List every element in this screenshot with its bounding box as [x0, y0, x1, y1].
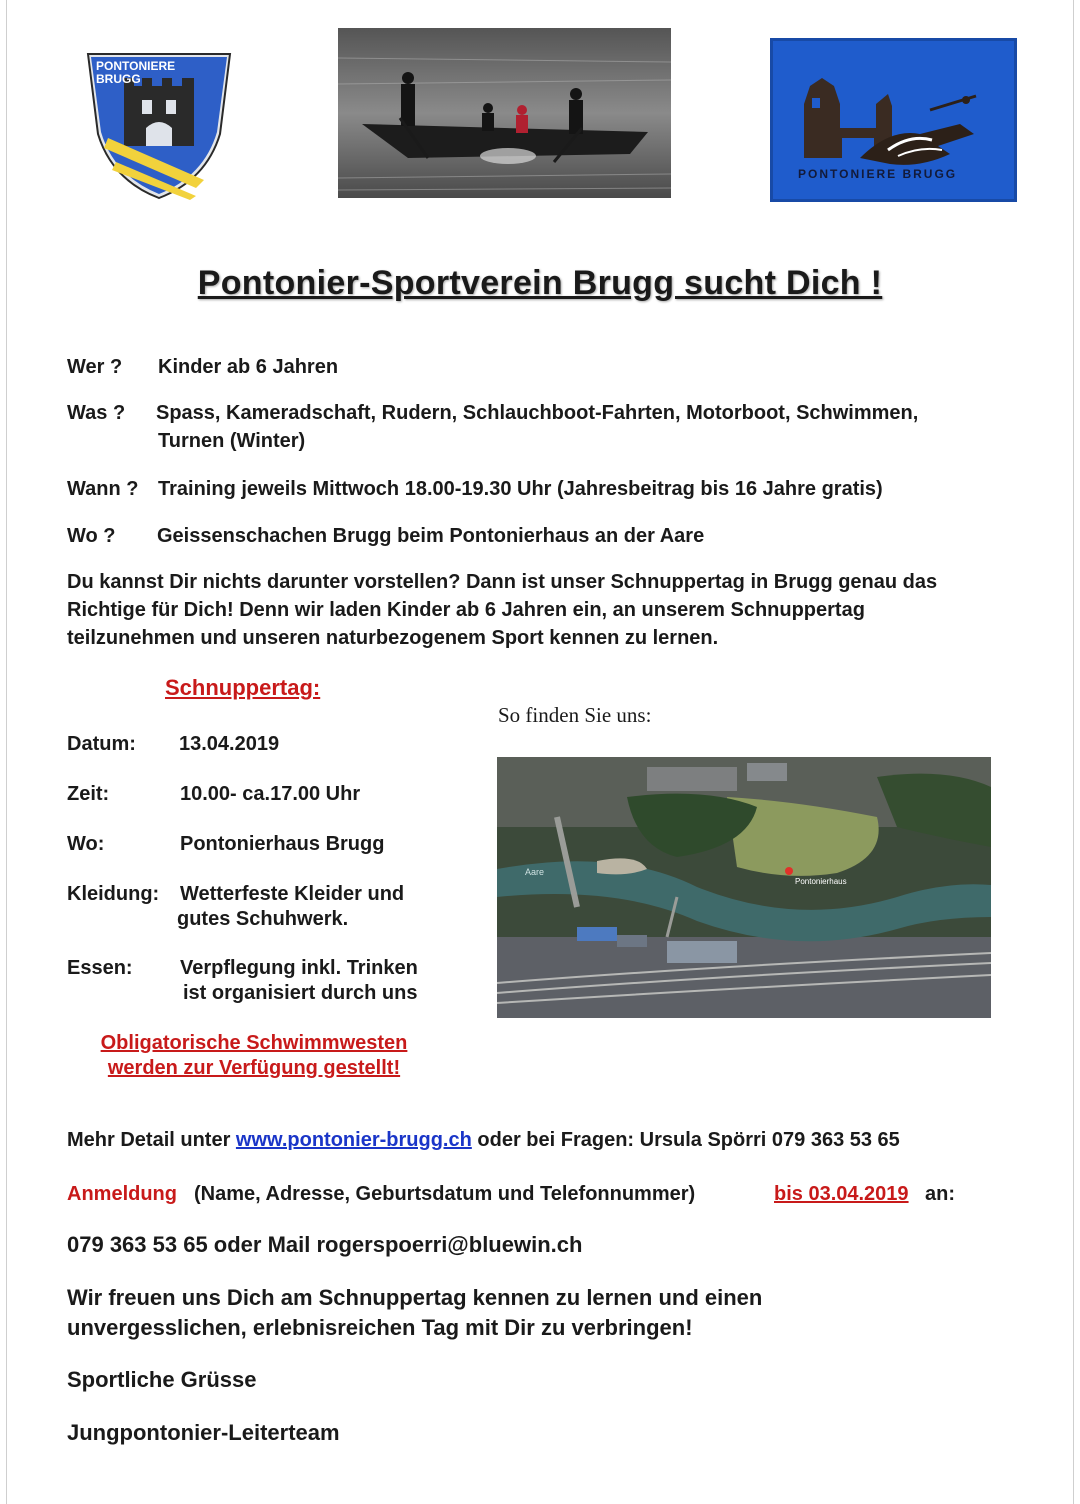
- info-text-was: Spass, Kameradschaft, Rudern, Schlauchboot-Fahrten, Motorboot, Schwimmen,: [156, 402, 919, 424]
- anmeldung-deadline: bis 03.04.2019: [774, 1183, 909, 1205]
- anmeldung-word: Anmeldung: [67, 1183, 177, 1205]
- intro-line-3: teilzunehmen und unseren naturbezogenem Sport kennen zu lernen.: [67, 627, 719, 649]
- logo-left-text-2: BRUGG: [96, 72, 141, 86]
- intro-line-2: Richtige für Dich! Denn wir laden Kinder ab 6 Jahren ein, an unserem Schnuppertag: [67, 599, 865, 621]
- info-label-wo: Wo ?: [67, 525, 116, 547]
- schnupper-value-zeit: 10.00- ca.17.00 Uhr: [180, 783, 361, 805]
- logo-left-text-1: PONTONIERE: [96, 59, 176, 73]
- map-pin-icon: [785, 867, 793, 875]
- schnupper-value-essen: Verpflegung inkl. Trinken: [180, 957, 418, 979]
- club-logo-blue: [770, 38, 1017, 202]
- info-text-wo: Geissenschachen Brugg beim Pontonierhaus an der Aare: [157, 525, 705, 547]
- intro-line-1: Du kannst Dir nichts darunter vorstellen? Dann ist unser Schnuppertag in Brugg genau das: [67, 571, 938, 593]
- website-link[interactable]: www.pontonier-brugg.ch: [235, 1129, 472, 1151]
- closing-line-1: Wir freuen uns Dich am Schnuppertag kennen zu lernen und einen: [67, 1285, 763, 1310]
- anmeldung-text: (Name, Adresse, Geburtsdatum und Telefonnummer): [194, 1183, 696, 1205]
- greeting: Sportliche Grüsse: [67, 1367, 257, 1392]
- map-river-label: Aare: [525, 867, 545, 877]
- map-caption: So finden Sie uns:: [498, 703, 652, 727]
- schnupper-label-kleidung: Kleidung:: [67, 883, 160, 905]
- schnupper-value-wo: Pontonierhaus Brugg: [180, 833, 385, 855]
- satellite-map[interactable]: [497, 757, 991, 1018]
- schnuppertag-heading: Schnuppertag:: [165, 675, 321, 700]
- schnupper-label-datum: Datum:: [67, 733, 136, 755]
- club-shield-logo: [86, 52, 232, 200]
- anmeldung-deadline-suffix: an:: [925, 1183, 955, 1205]
- info-text-wann: Training jeweils Mittwoch 18.00-19.30 Uhr (Jahresbeitrag bis 16 Jahre gratis): [158, 478, 883, 500]
- contact-phone-mail: 079 363 53 65 oder Mail rogerspoerri@bluewin.ch: [67, 1232, 583, 1257]
- signature: Jungpontonier-Leiterteam: [67, 1420, 340, 1445]
- info-label-was: Was ?: [67, 402, 126, 424]
- page-border-right: [1073, 0, 1074, 1504]
- schnupper-value-datum: 13.04.2019: [179, 733, 280, 755]
- lifevest-notice-1: Obligatorische Schwimmwesten: [100, 1032, 408, 1054]
- lifevest-notice-2: werden zur Verfügung gestellt!: [107, 1057, 401, 1079]
- info-label-wer: Wer ?: [67, 356, 123, 378]
- page-title: Pontonier-Sportverein Brugg sucht Dich !: [197, 264, 883, 302]
- logo-right-text: PONTONIERE BRUGG: [798, 167, 958, 181]
- schnupper-label-zeit: Zeit:: [67, 783, 110, 805]
- schnupper-value-essen-2: ist organisiert durch uns: [183, 982, 418, 1004]
- more-info-suffix: oder bei Fragen: Ursula Spörri 079 363 53 65: [477, 1129, 900, 1151]
- info-text-was-2: Turnen (Winter): [158, 430, 306, 452]
- map-pin-label: Pontonierhaus: [795, 877, 847, 886]
- info-text-wer: Kinder ab 6 Jahren: [158, 356, 339, 378]
- schnupper-label-wo: Wo:: [67, 833, 105, 855]
- anmeldung-label: [67, 1181, 177, 1207]
- boat-photo: [338, 28, 671, 198]
- schnupper-value-kleidung: Wetterfeste Kleider und: [180, 883, 405, 905]
- info-label-wann: Wann ?: [67, 478, 139, 500]
- page-border-left: [6, 0, 7, 1504]
- more-info-line: [67, 1127, 900, 1153]
- more-info-prefix: Mehr Detail unter: [67, 1129, 231, 1151]
- closing-line-2: unvergesslichen, erlebnisreichen Tag mit Dir zu verbringen!: [67, 1315, 693, 1340]
- schnupper-value-kleidung-2: gutes Schuhwerk.: [177, 908, 349, 930]
- schnupper-label-essen: Essen:: [67, 957, 133, 979]
